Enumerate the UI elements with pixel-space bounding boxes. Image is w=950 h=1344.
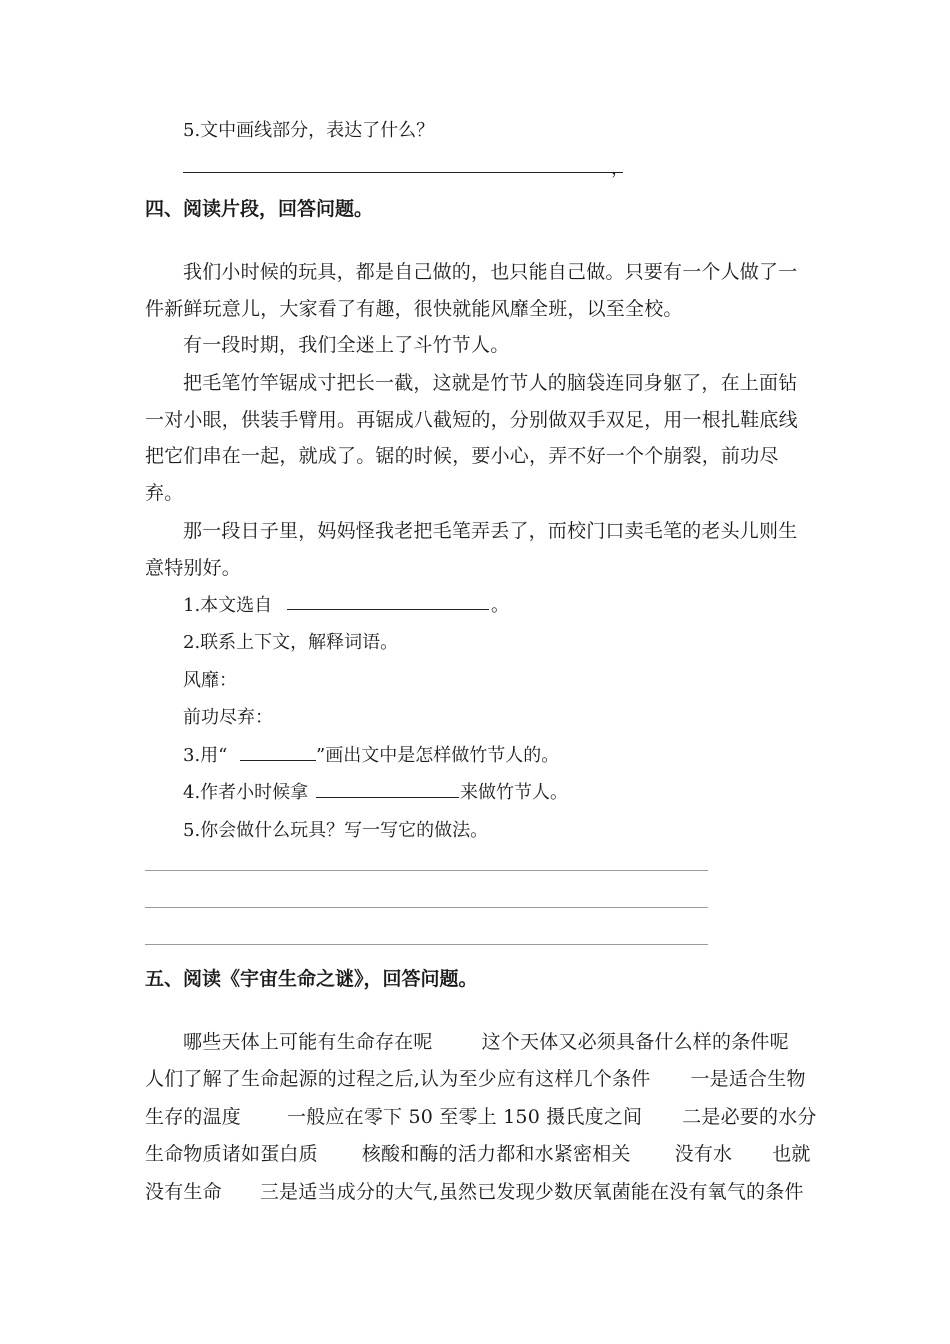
section-5-heading: 五、阅读《宇宙生命之谜》，回答问题。 [145,968,478,990]
text-segment: 这个天体又必须具备什么样的条件呢 [481,1031,789,1053]
term-qiangongjinqi: 前功尽弃： [183,707,273,728]
text-segment: 生命物质诸如蛋白质 [145,1143,318,1165]
answer-line[interactable] [183,172,623,173]
paragraph-line: 我们小时候的玩具，都是自己做的，也只能自己做。只要有一个人做了一 [183,261,798,283]
text-segment: 核酸和酶的活力都和水紧密相关 [361,1143,631,1165]
answer-blank-material[interactable] [316,797,459,798]
answer-line[interactable] [145,870,708,871]
question-2-text: 2.联系上下文，解释词语。 [183,632,399,653]
text-segment: 没有生命 [145,1181,222,1203]
paragraph-line: 件新鲜玩意儿，大家看了有趣，很快就能风靡全班，以至全校。 [145,298,683,320]
underline-sample [240,760,316,761]
paragraph-line: 弃。 [145,482,184,504]
paragraph-line [145,1102,817,1129]
answer-line-comma: ， [611,158,629,179]
section-4-heading: 四、阅读片段，回答问题。 [145,198,374,220]
paragraph-line: 有一段时期，我们全迷上了斗竹节人。 [183,334,510,356]
paragraph-line: 一对小眼，供装手臂用。再锯成八截短的，分别做双手双足，用一根扎鞋底线 [145,409,798,431]
question-3-prefix: 3.用“ [183,745,228,766]
term-fengmi: 风靡： [183,670,237,691]
answer-blank-source[interactable] [287,609,489,610]
paragraph-line [145,1139,811,1166]
question-1-text: 1.本文选自 [183,595,273,616]
question-5-text: 5.你会做什么玩具？写一写它的做法。 [183,820,489,841]
answer-line[interactable] [145,944,708,945]
text-segment: 生存的温度 [145,1106,242,1128]
paragraph-line [183,1027,789,1054]
question-4-prefix: 4.作者小时候拿 [183,782,309,803]
question-3-suffix: ”画出文中是怎样做竹节人的。 [316,745,560,766]
text-segment: 三是适当成分的大气,虽然已发现少数厌氧菌能在没有氧气的条件 [259,1181,804,1203]
answer-line[interactable] [145,907,708,908]
text-segment: 一是适合生物 [690,1068,806,1090]
text-segment: 也就 [772,1143,811,1165]
question-5-text: 5.文中画线部分，表达了什么？ [183,120,435,141]
paragraph-line: 把毛笔竹竿锯成寸把长一截，这就是竹节人的脑袋连同身躯了，在上面钻 [183,372,798,394]
paragraph-line: 把它们串在一起，就成了。锯的时候，要小心，弄不好一个个崩裂，前功尽 [145,445,779,467]
paragraph-line: 那一段日子里，妈妈怪我老把毛笔弄丢了，而校门口卖毛笔的老头儿则生 [183,520,798,542]
question-4-suffix: 来做竹节人。 [460,782,568,803]
paragraph-line: 意特别好。 [145,557,242,579]
text-segment: 没有水 [674,1143,733,1165]
text-segment: 一般应在零下 50 至零上 150 摄氏度之间 [287,1106,643,1128]
text-segment: 人们了解了生命起源的过程之后,认为至少应有这样几个条件 [145,1068,651,1090]
paragraph-line [145,1064,806,1091]
question-1-suffix: 。 [491,595,509,616]
text-segment: 二是必要的水分 [682,1106,817,1128]
text-segment: 哪些天体上可能有生命存在呢 [183,1031,433,1053]
paragraph-line [145,1177,804,1204]
